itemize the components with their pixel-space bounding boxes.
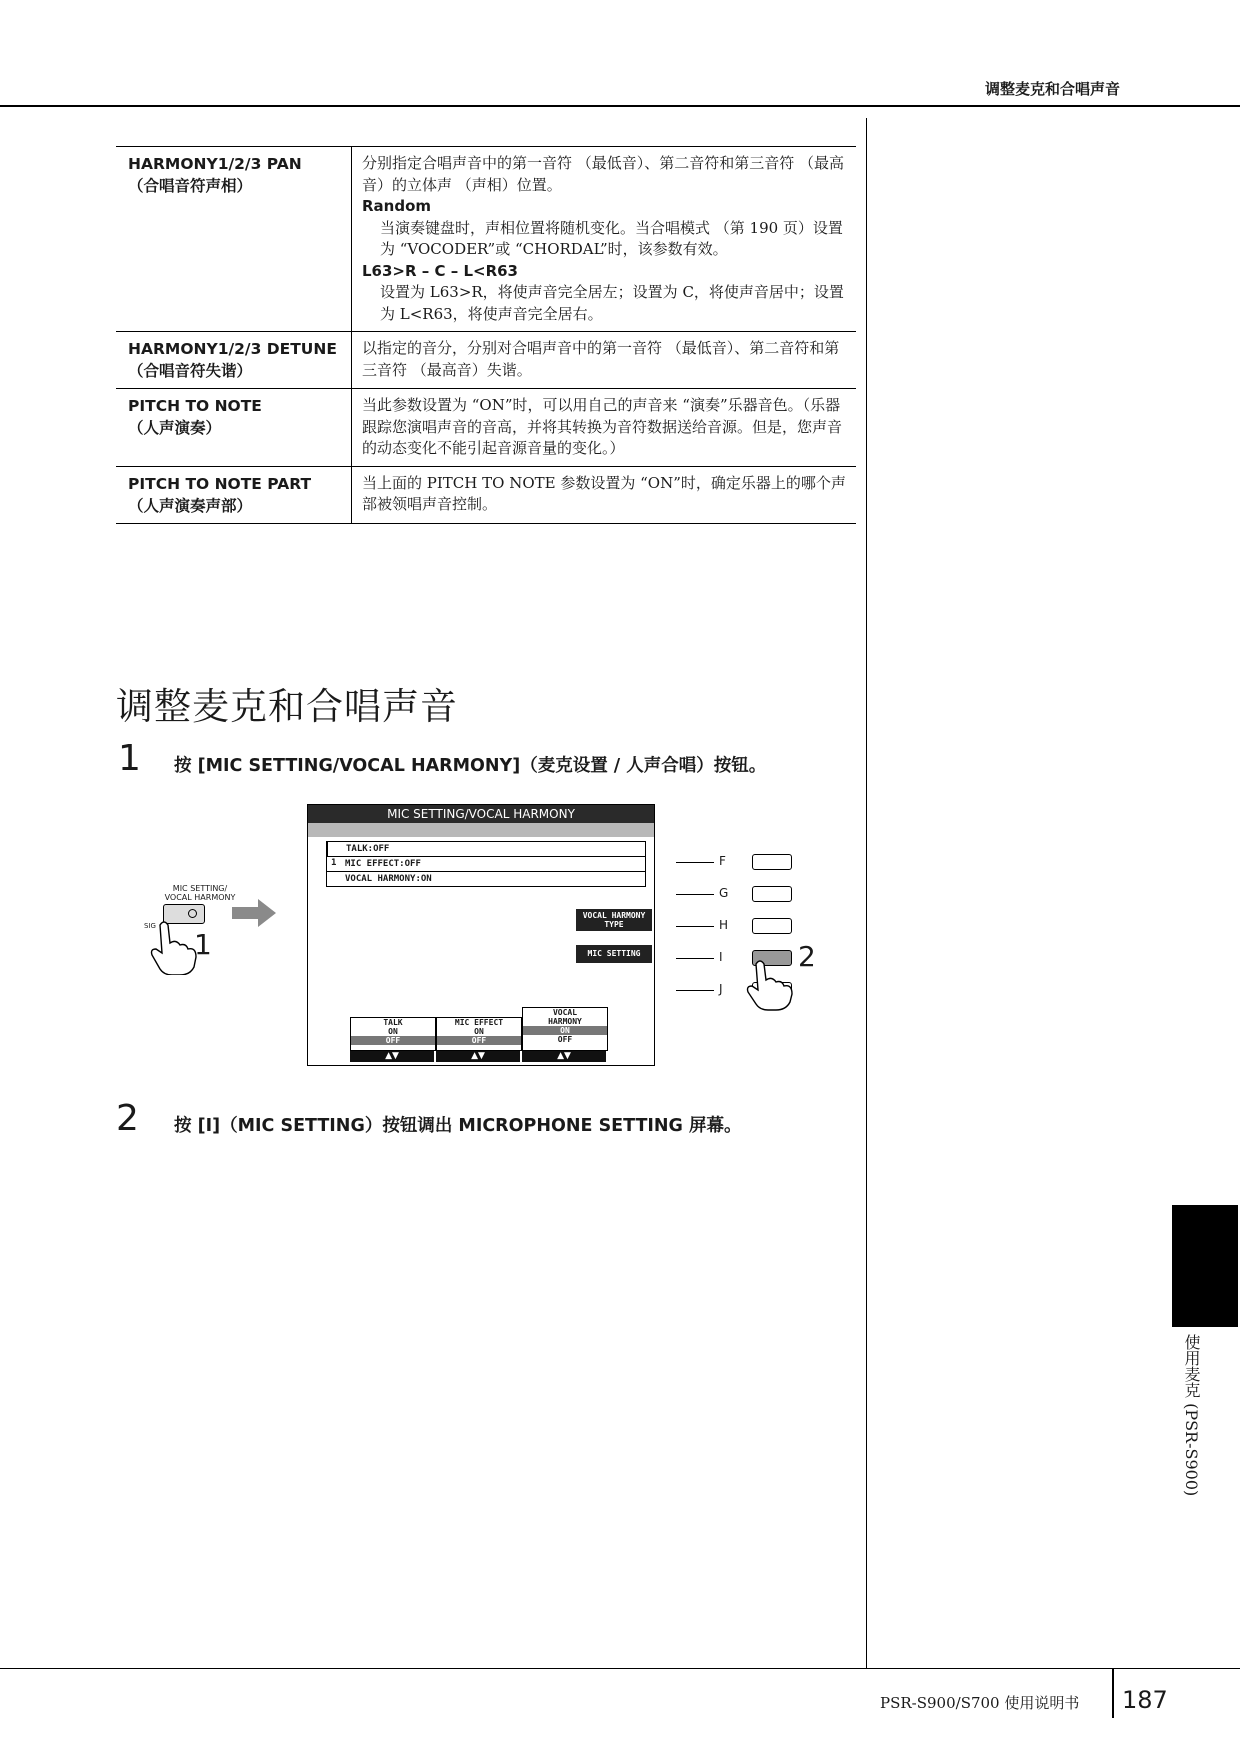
param-name-cell (116, 147, 352, 331)
column-divider (866, 118, 867, 1668)
side-button-g[interactable] (752, 886, 792, 902)
table-row (116, 467, 856, 524)
param-desc-cell (352, 147, 856, 331)
lcd-row: MIC EFFECT:OFF (327, 857, 645, 872)
step-number: 1 (118, 738, 141, 779)
vocal-harmony-type-button[interactable] (576, 909, 652, 931)
step-text: 按 [MIC SETTING/VOCAL HARMONY]（麦克设置 / 人声合唱）按钮。 (174, 756, 767, 776)
step-number: 2 (116, 1098, 139, 1139)
param-name: HARMONY1/2/3 DETUNE (128, 340, 337, 358)
side-button-f[interactable] (752, 854, 792, 870)
vocal-harmony-toggle[interactable] (522, 1007, 608, 1051)
option-desc: 设置为 L63>R，将使声音完全居左；设置为 C，将使声音居中；设置为 L<R63，将使声音完全居右。 (380, 283, 844, 323)
callout-number: 1 (194, 928, 212, 961)
chapter-tab (1172, 1205, 1238, 1327)
lcd-band (308, 823, 654, 837)
side-button-letter: G (719, 886, 729, 900)
mic-effect-toggle[interactable] (436, 1017, 522, 1051)
leader-line (676, 958, 714, 959)
footer-divider (1112, 1668, 1114, 1718)
param-name-cn: （合唱音符失谐） (128, 362, 253, 380)
section-title: 调整麦克和合唱声音 (116, 685, 458, 728)
toggle-off: OFF (437, 1036, 521, 1045)
button-label: TYPE (604, 920, 624, 929)
mic-setting-button[interactable]: MIC SETTING (576, 945, 652, 963)
param-name-cell (116, 467, 352, 523)
arrow-right-icon (230, 898, 278, 928)
running-header: 调整麦克和合唱声音 (984, 80, 1120, 98)
button-label: VOCAL HARMONY (582, 911, 646, 920)
manual-title: PSR-S900/S700 使用说明书 (880, 1694, 1080, 1712)
leader-line (676, 862, 714, 863)
param-name: HARMONY1/2/3 PAN (128, 155, 302, 173)
step-text: 按 [I]（MIC SETTING）按钮调出 MICROPHONE SETTING 屏幕。 (174, 1116, 742, 1136)
talk-toggle[interactable] (350, 1017, 436, 1051)
toggle-off: OFF (351, 1036, 435, 1045)
panel-small-label: SIG (144, 922, 156, 930)
param-name-cell (116, 389, 352, 466)
param-name-cn: （人声演奏） (128, 419, 222, 437)
lcd-settings-list (326, 841, 646, 887)
parameter-table (116, 146, 856, 524)
header-rule (0, 105, 1240, 107)
chapter-tab-label: 使用麦克 (PSR-S900) (1182, 1334, 1201, 1497)
footer-rule (0, 1668, 1240, 1669)
table-row (116, 332, 856, 389)
lcd-row: TALK:OFF (327, 842, 645, 857)
leader-line (676, 894, 714, 895)
callout-number: 2 (798, 940, 816, 973)
param-name: PITCH TO NOTE (128, 397, 262, 415)
param-name-cell (116, 332, 352, 388)
option-name: L63>R – C – L<R63 (362, 261, 518, 280)
toggle-on: ON (523, 1026, 607, 1035)
side-button-letter: F (719, 854, 726, 868)
table-row (116, 146, 856, 332)
leader-line (676, 926, 714, 927)
leader-line (676, 990, 714, 991)
vocal-harmony-up-down-button[interactable]: ▲▼ (522, 1051, 606, 1062)
param-name-cn: （合唱音符声相） (128, 177, 253, 195)
side-button-letter: J (719, 982, 723, 996)
side-button-h[interactable] (752, 918, 792, 934)
side-button-letter: H (719, 918, 729, 932)
toggle-on: ON (474, 1027, 484, 1036)
toggle-label: HARMONY (548, 1017, 582, 1026)
param-name-cn: （人声演奏声部） (128, 496, 253, 515)
param-name: PITCH TO NOTE PART (128, 474, 312, 493)
lcd-row: VOCAL HARMONY:ON (345, 874, 432, 884)
panel-label-line: MIC SETTING/ (172, 884, 228, 893)
param-desc: 分别指定合唱声音中的第一音符 （最低音）、第二音符和第三音符 （最高音）的立体声 （声相）位置。 (362, 154, 845, 194)
side-button-letter: I (719, 950, 723, 964)
toggle-label: TALK (383, 1018, 403, 1027)
lcd-screen (307, 804, 655, 1066)
param-desc: 以指定的音分，分别对合唱声音中的第一音符 （最低音）、第二音符和第三音符 （最高音）失谐。 (362, 339, 840, 379)
toggle-label: VOCAL (552, 1008, 578, 1017)
option-desc: 当演奏键盘时，声相位置将随机变化。当合唱模式 （第 190 页）设置为 “VOCODER”或 “CHORDAL”时，该参数有效。 (380, 218, 843, 258)
toggle-on: ON (388, 1027, 398, 1036)
param-desc: 当上面的 PITCH TO NOTE 参数设置为 “ON”时，确定乐器上的哪个声部被领唱声音控制。 (362, 473, 846, 513)
pointing-hand-icon (738, 950, 800, 1012)
toggle-label: MIC EFFECT (454, 1018, 504, 1027)
param-desc: 当此参数设置为 “ON”时，可以用自己的声音来 “演奏”乐器音色。（乐器跟踪您演唱声音的音高，并将其转换为音符数据送给音源。但是，您声音的动态变化不能引起音源音量的变化。） (362, 396, 843, 457)
lcd-row-index: 1 (331, 858, 337, 868)
toggle-off: OFF (557, 1035, 573, 1044)
mic-effect-up-down-button[interactable]: ▲▼ (436, 1051, 520, 1062)
table-row (116, 389, 856, 467)
talk-up-down-button[interactable]: ▲▼ (350, 1051, 434, 1062)
lcd-title: MIC SETTING/VOCAL HARMONY (308, 805, 654, 823)
panel-label-line: VOCAL HARMONY (164, 893, 236, 902)
page-number: 187 (1122, 1686, 1168, 1714)
option-name: Random (362, 197, 432, 215)
